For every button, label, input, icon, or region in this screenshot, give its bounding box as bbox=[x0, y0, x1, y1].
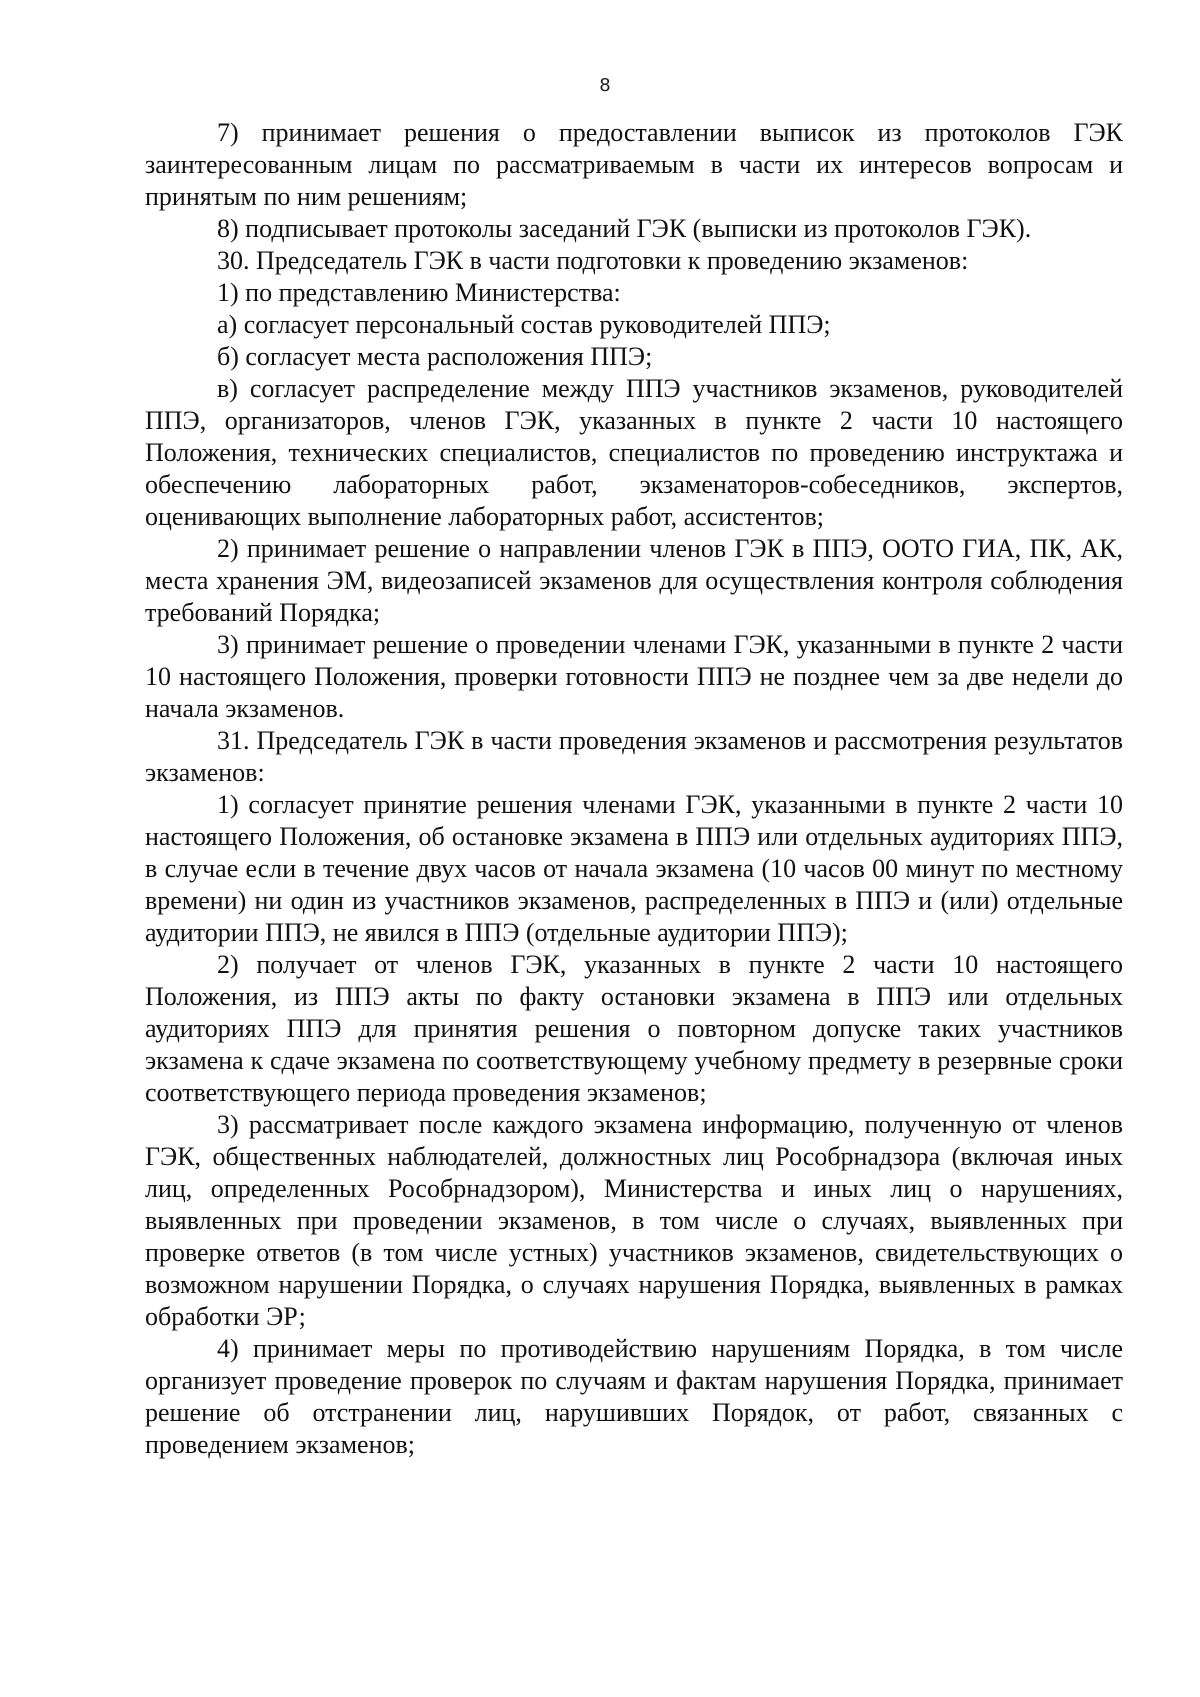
paragraph-item-7: 7) принимает решения о предоставлении выписок из протоколов ГЭК заинтересованным лицам по рассматриваемым в части их интересов вопросам и принятым по ним решениям; bbox=[145, 118, 1123, 211]
paragraph-30-item-1a: а) согласует персональный состав руководителей ППЭ; bbox=[217, 310, 831, 339]
paragraph-30-item-1v: в) согласует распределение между ППЭ участников экзаменов, руководителей ППЭ, организаторов, членов ГЭК, указанных в пункте 2 части 10 настоящего Положения, технических специалистов, специалистов по проведению инструктажа и обеспечению лабораторных работ, экзаменаторов-собеседников, экспертов, оценивающих выполнение лабораторных работ, ассистентов; bbox=[145, 374, 1123, 531]
paragraph-31-item-4: 4) принимает меры по противодействию нарушениям Порядка, в том числе организует проведение проверок по случаям и фактам нарушения Порядка, принимает решение об отстранении лиц, нарушивших Порядок, от работ, связанных с проведением экзаменов; bbox=[145, 1334, 1123, 1459]
document-body bbox=[145, 117, 1123, 1461]
paragraph-item-8: 8) подписывает протоколы заседаний ГЭК (выписки из протоколов ГЭК). bbox=[217, 214, 1032, 243]
paragraph-31-item-3: 3) рассматривает после каждого экзамена информацию, полученную от членов ГЭК, общественных наблюдателей, должностных лиц Рособрнадзора (включая иных лиц, определенных Рособрнадзором), Министерства и иных лиц о нарушениях, выявленных при проведении экзаменов, в том числе о случаях, выявленных при проверке ответов (в том числе устных) участников экзаменов, свидетельствующих о возможном нарушении Порядка, о случаях нарушения Порядка, выявленных в рамках обработки ЭР; bbox=[145, 1110, 1123, 1331]
page-number: 8 bbox=[599, 75, 611, 96]
paragraph-30-item-3: 3) принимает решение о проведении членами ГЭК, указанными в пункте 2 части 10 настоящего Положения, проверки готовности ППЭ не позднее чем за две недели до начала экзаменов. bbox=[145, 630, 1123, 723]
paragraph-31-item-2: 2) получает от членов ГЭК, указанных в пункте 2 части 10 настоящего Положения, из ППЭ акты по факту остановки экзамена в ППЭ или отдельных аудиториях ППЭ для принятия решения о повторном допуске таких участников экзамена к сдаче экзамена по соответствующему учебному предмету в резервные сроки соответствующего периода проведения экзаменов; bbox=[145, 950, 1123, 1107]
paragraph-30-item-2: 2) принимает решение о направлении членов ГЭК в ППЭ, ООТО ГИА, ПК, АК, места хранения ЭМ, видеозаписей экзаменов для осуществления контроля соблюдения требований Порядка; bbox=[145, 534, 1123, 627]
paragraph-section-30: 30. Председатель ГЭК в части подготовки к проведению экзаменов: bbox=[217, 246, 969, 275]
paragraph-section-31: 31. Председатель ГЭК в части проведения экзаменов и рассмотрения результатов экзаменов: bbox=[145, 726, 1123, 787]
paragraph-30-item-1: 1) по представлению Министерства: bbox=[217, 278, 621, 307]
paragraph-31-item-1: 1) согласует принятие решения членами ГЭК, указанными в пункте 2 части 10 настоящего Положения, об остановке экзамена в ППЭ или отдельных аудиториях ППЭ, в случае если в течение двух часов от начала экзамена (10 часов 00 минут по местному времени) ни один из участников экзаменов, распределенных в ППЭ и (или) отдельные аудитории ППЭ, не явился в ППЭ (отдельные аудитории ППЭ); bbox=[145, 790, 1123, 947]
paragraph-30-item-1b: б) согласует места расположения ППЭ; bbox=[217, 342, 653, 371]
